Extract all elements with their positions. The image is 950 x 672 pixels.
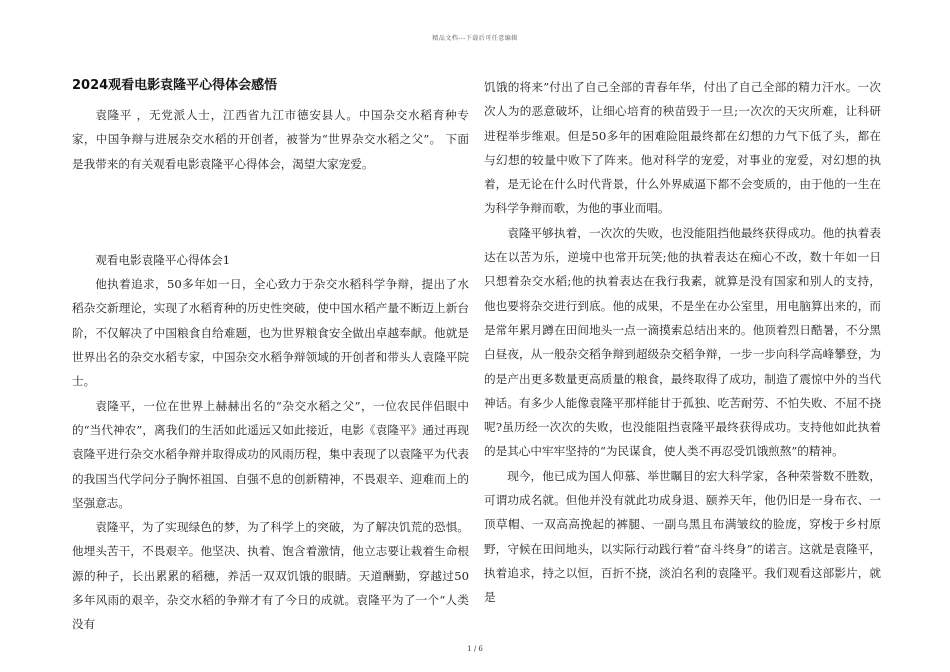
- body-paragraph: 袁隆平，为了实现绿色的梦，为了科学上的突破，为了解决饥荒的恐惧。他埋头苦干，不畏艰辛。他坚决、执着、饱含着激情，他立志要让栽着生命根源的种子，长出累累的稻穗，养活一双双饥饿的眼睛。天道酬勤，穿越过50多年风雨的艰辛，杂交水稻的争辩才有了今日的成就。袁隆平为了一个“人类没有: [72, 520, 469, 632]
- body-paragraph-continued: 饥饿的将来”付出了自己全部的青春年华，付出了自己全部的精力汗水。一次次人为的恶意破坏，让细心培育的秧苗毁于一旦;一次次的天灾所难，让科研进程举步维艰。但是50多年的困难险阻最终都在幻想的力气下低了头，都在与幻想的较量中败下了阵来。他对科学的宠爱，对事业的宠爱，对幻想的执着，是无论在什么时代背景，什么外界威逼下都不会变质的，由于他的一生在为科学争辩而歌，为他的事业而唱。: [484, 80, 881, 216]
- intro-paragraph: 袁隆平 ，无党派人士，江西省九江市德安县人。中国杂交水稻育种专家，中国争辩与进展杂交水稻的开创者，被誉为“世界杂交水稻之父”。 下面是我带来的有关观看电影袁隆平心得体会，渴望大家宠爱。: [72, 108, 469, 171]
- left-column: [72, 75, 469, 637]
- body-paragraph: 现今，他已成为国人仰慕、举世瞩目的宏大科学家，各种荣誉数不胜数，可谓功成名就。但他并没有就此功成身退、颐养天年，他仍旧是一身布衣、一顶草帽、一双高高挽起的裤腿、一副乌黑且布满皱纹的脸庞，穿梭于乡村原野，守候在田间地头，以实际行动践行着“奋斗终身”的诺言。这就是袁隆平，执着追求，持之以恒，百折不挠，淡泊名利的袁隆平。我们观看这部影片，就是: [484, 468, 881, 605]
- document-title: 2024观看电影袁隆平心得体会感悟: [72, 78, 278, 93]
- right-column: [484, 75, 881, 610]
- body-paragraph: 袁隆平够执着，一次次的失败，也没能阻挡他最终获得成功。他的执着表达在以苦为乐，逆境中也常开玩笑;他的执着表达在痴心不改，数十年如一日只想着杂交水稻;他的执着表达在我行我素，就算是没有国家和别人的支持，他也要将杂交进行到底。他的成果，不是坐在办公室里，用电脑算出来的，而是常年累月蹲在田间地头一点一滴摸索总结出来的。他顶着烈日酷暑，不分黑白昼夜，从一般杂交稻争辩到超级杂交稻争辩，一步一步向科学高峰攀登，为的是产出更多数量更高质量的粮食，最终取得了成功，制造了震惊中外的当代神话。有多少人能像袁隆平那样能甘于孤独、吃苦耐劳、不怕失败、不屈不挠呢?虽历经一次次的失败，也没能阻挡袁隆平最终获得成功。支持他如此执着的是其心中牢牢坚持的“为民谋食，使人类不再忍受饥饿煎熬”的精神。: [484, 225, 881, 459]
- body-paragraph: 他执着追求，50多年如一日，全心致力于杂交水稻科学争辩，提出了水稻杂交新理论，实现了水稻育种的历史性突破，使中国水稻产量不断迈上新台阶，不仅解决了中国粮食自给难题，也为世界粮食安全做出卓越奉献。他就是世界出名的杂交水稻专家，中国杂交水稻争辩领域的开创者和带头人袁隆平院士。: [72, 277, 469, 389]
- body-paragraph: 袁隆平，一位在世界上赫赫出名的“杂交水稻之父”，一位农民伴侣眼中的“当代神农”，离我们的生活如此遥远又如此接近，电影《袁隆平》通过再现袁隆平进行杂交水稻争辩并取得成功的风雨历程，集中表现了以袁隆平为代表的我国当代学问分子胸怀祖国、自强不息的创新精神，不畏艰辛、迎难而上的坚强意志。: [72, 398, 469, 510]
- document-header-note: 精品文档---下载后可任意编辑: [432, 35, 518, 42]
- page-number: 1 / 6: [467, 645, 483, 653]
- paragraph-gap: [72, 176, 469, 248]
- section-heading: 观看电影袁隆平心得体会1: [95, 252, 231, 267]
